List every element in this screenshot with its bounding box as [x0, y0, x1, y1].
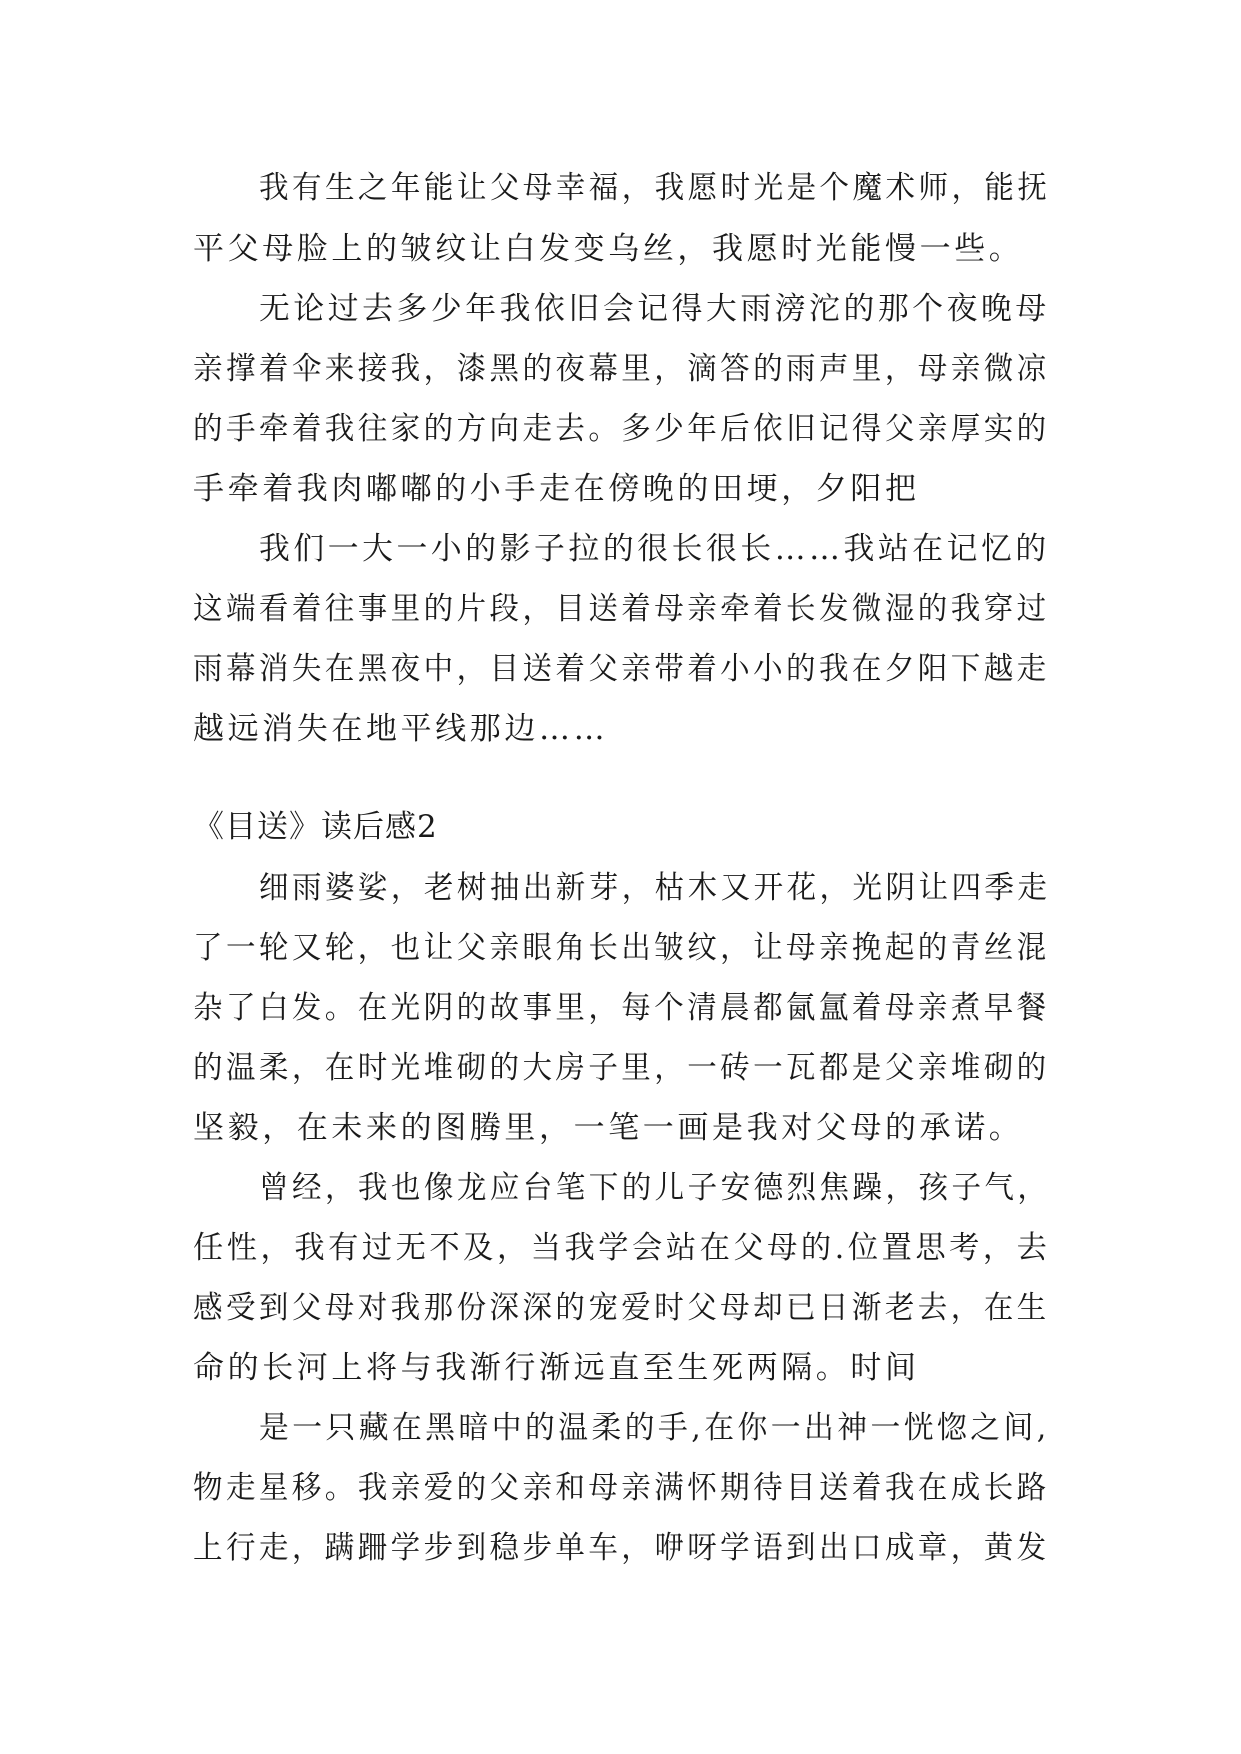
paragraph-line: 平父母脸上的皱纹让白发变乌丝，我愿时光能慢一些。 [193, 231, 1024, 267]
paragraph-line: 坚毅，在未来的图腾里，一笔一画是我对父母的承诺。 [193, 1110, 1024, 1146]
paragraph-line: 我们一大一小的影子拉的很长很长……我站在记忆的 [259, 531, 1050, 567]
paragraph-line: 物走星移。我亲爱的父亲和母亲满怀期待目送着我在成长路 [193, 1470, 1050, 1506]
paragraph-line: 的手牵着我往家的方向走去。多少年后依旧记得父亲厚实的 [193, 411, 1050, 447]
paragraph-line: 上行走，蹒跚学步到稳步单车，咿呀学语到出口成章，黄发 [193, 1530, 1050, 1566]
paragraph-line: 手牵着我肉嘟嘟的小手走在傍晚的田埂，夕阳把 [193, 471, 920, 507]
paragraph-line: 这端看着往事里的片段，目送着母亲牵着长发微湿的我穿过 [193, 591, 1050, 627]
paragraph-line: 雨幕消失在黑夜中，目送着父亲带着小小的我在夕阳下越走 [193, 651, 1050, 687]
paragraph-line: 我有生之年能让父母幸福，我愿时光是个魔术师，能抚 [259, 170, 1051, 206]
paragraph-line: 了一轮又轮，也让父亲眼角长出皱纹，让母亲挽起的青丝混 [193, 930, 1050, 966]
section-title: 《目送》读后感2 [193, 809, 438, 845]
paragraph-line: 越远消失在地平线那边…… [193, 711, 609, 747]
paragraph-line: 感受到父母对我那份深深的宠爱时父母却已日渐老去，在生 [193, 1290, 1050, 1326]
paragraph-line: 无论过去多少年我依旧会记得大雨滂沱的那个夜晚母 [259, 291, 1050, 327]
paragraph-line: 亲撑着伞来接我，漆黑的夜幕里，滴答的雨声里，母亲微凉 [193, 351, 1050, 387]
paragraph-line: 细雨婆娑，老树抽出新芽，枯木又开花，光阴让四季走 [259, 870, 1051, 906]
paragraph-line: 杂了白发。在光阴的故事里，每个清晨都氤氲着母亲煮早餐 [193, 990, 1050, 1026]
paragraph-line: 的温柔，在时光堆砌的大房子里，一砖一瓦都是父亲堆砌的 [193, 1050, 1050, 1086]
paragraph-line: 任性，我有过无不及，当我学会站在父母的.位置思考，去 [193, 1230, 1051, 1266]
paragraph-line: 是一只藏在黑暗中的温柔的手,在你一出神一恍惚之间, [259, 1410, 1050, 1446]
paragraph-line: 曾经，我也像龙应台笔下的儿子安德烈焦躁，孩子气， [259, 1170, 1051, 1206]
paragraph-line: 命的长河上将与我渐行渐远直至生死两隔。时间 [193, 1350, 920, 1386]
